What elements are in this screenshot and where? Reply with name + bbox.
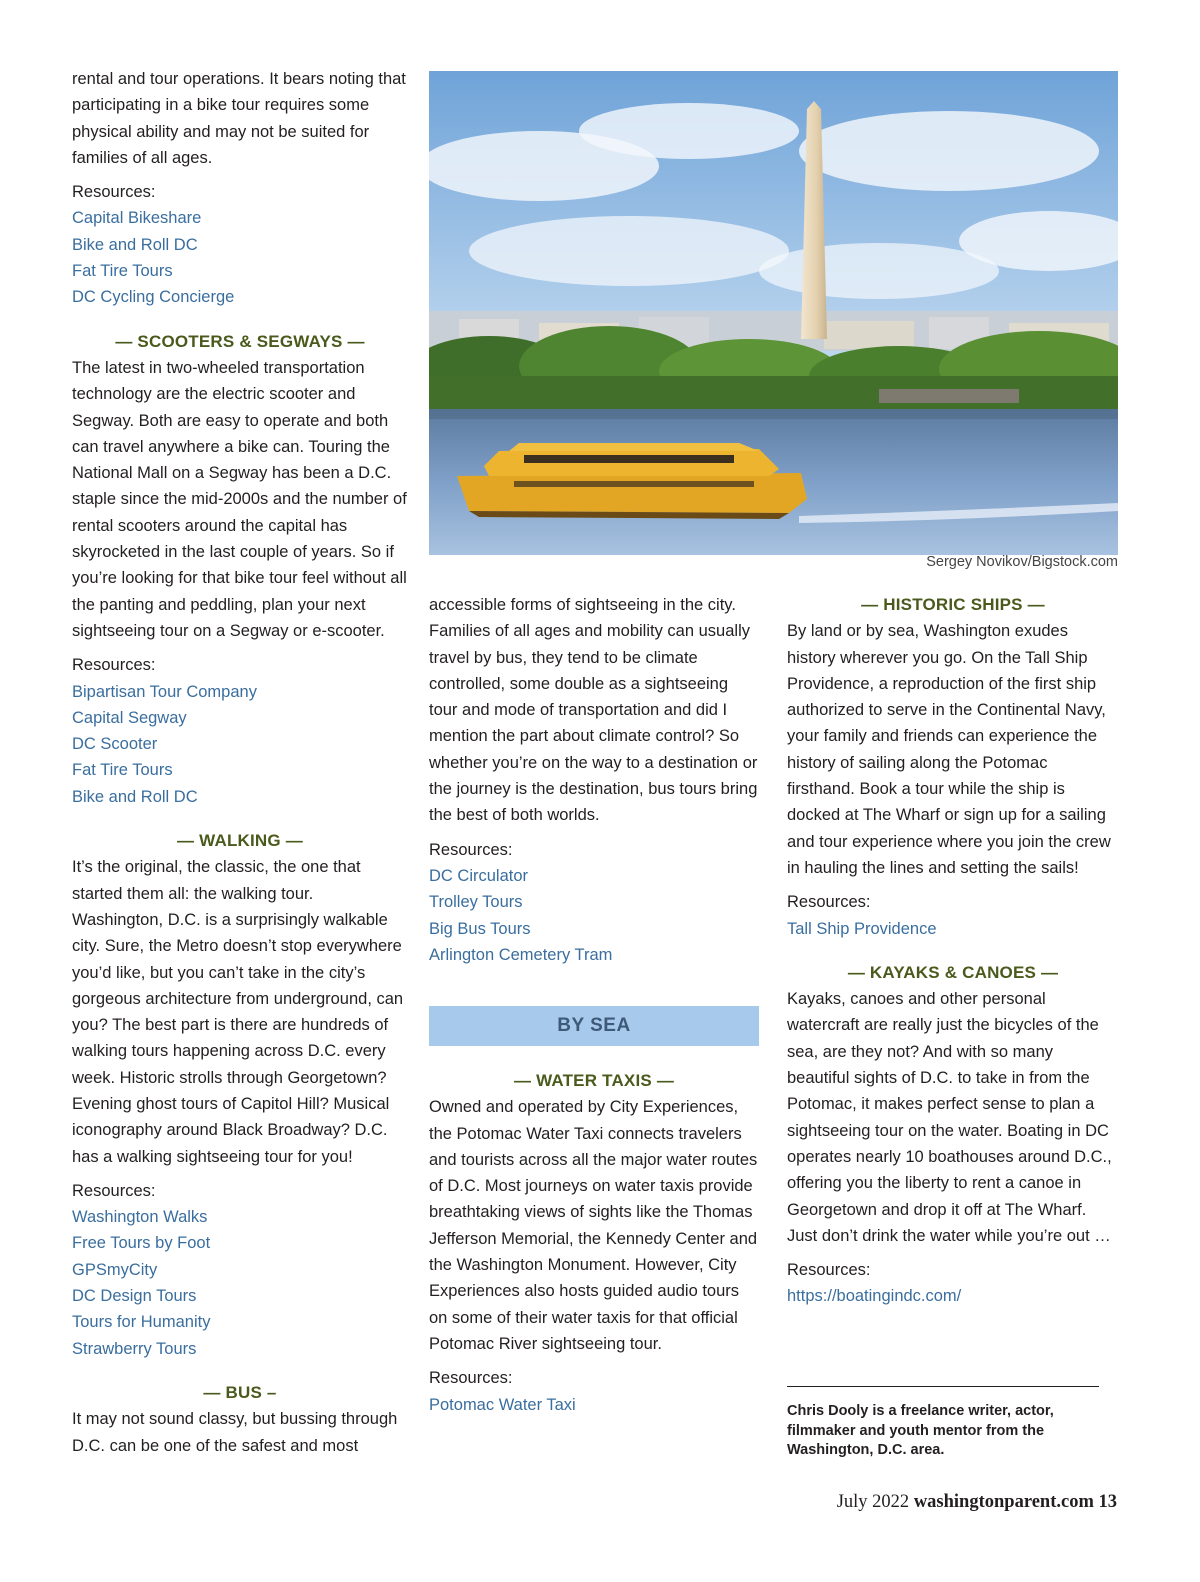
bike-intro-text: rental and tour operations. It bears noting that participating in a bike tour requires some physical ability and may not be suited for families of all ages. (72, 70, 406, 167)
resource-link-fat-tire-tours[interactable]: Fat Tire Tours (72, 761, 173, 780)
column-middle-lower (429, 1068, 759, 1418)
resource-link-capital-segway[interactable]: Capital Segway (72, 708, 187, 727)
resource-link-dc-scooter[interactable]: DC Scooter (72, 735, 158, 754)
column-middle (429, 592, 759, 968)
bus-resources-list (429, 863, 759, 968)
by-sea-banner: BY SEA (429, 1006, 759, 1046)
page-footer (837, 1492, 1117, 1513)
water-taxis-body-text: Owned and operated by City Experiences, the Potomac Water Taxi connects travelers and tourists across all the major water routes of D.C. Most journeys on water taxis provide breathtaking views of sights like the Thomas Jefferson Memorial, the Kennedy Center and the Washington Monument. However, City Experiences also hosts guided audio tours on some of their water taxis for that official Potomac River sightseeing tour. (429, 1098, 758, 1353)
resource-link-dc-circulator[interactable]: DC Circulator (429, 866, 529, 885)
washington-monument-water-taxi-photo (429, 71, 1118, 555)
bus-body-continued-text: accessible forms of sightseeing in the city. Families of all ages and mobility can usually travel by bus, they tend to be climate controlled, some double as a sightseeing tour and mode of transportation and did I mention the part about climate control? So whether you’re on the way to a destination or the journey is the destination, bus tours bring the best of both worlds. (429, 596, 758, 825)
resource-link-trolley-tours[interactable]: Trolley Tours (429, 893, 523, 912)
resources-label: Resources: (429, 1369, 513, 1388)
resource-link-fat-tire-tours[interactable]: Fat Tire Tours (72, 262, 173, 281)
bio-divider (787, 1386, 1099, 1387)
section-heading-walking: — WALKING — (177, 831, 303, 851)
section-heading-historic-ships: — HISTORIC SHIPS — (861, 595, 1045, 614)
bike-resources-list (72, 205, 408, 310)
section-heading-kayaks: — KAYAKS & CANOES — (847, 962, 1059, 982)
issue-date: July 2022 (836, 1492, 910, 1512)
resource-link-free-tours-by-foot[interactable]: Free Tours by Foot (72, 1234, 211, 1253)
resource-link-capital-bikeshare[interactable]: Capital Bikeshare (72, 209, 202, 228)
photo-credit: Sergey Novikov/Bigstock.com (926, 554, 1118, 570)
scooters-body-text: The latest in two-wheeled transportation technology are the electric scooter and Segway. Both are easy to operate and both can travel anywhere a bike can. Touring the National Mall on a Segway has been a D.C. staple since the mid-2000s and the number of rental scooters around the capital has skyrocketed in the last couple of years. So if you’re looking for that bike tour feel without all the panting and peddling, plan your next sightseeing tour on a Segway or e-scooter. (72, 358, 407, 640)
resources-label: Resources: (72, 656, 156, 675)
kayaks-body-text: Kayaks, canoes and other personal watercraft are really just the bicycles of the sea, are they not? And with so many beautiful sights of D.C. to take in from the Potomac, it makes perfect sense to plan a sightseeing tour on the water. Boating in DC operates nearly 10 boathouses around D.C., offering you the liberty to rent a canoe in Georgetown and drop it off at The Wharf. Just don’t drink the water while you’re out … (787, 990, 1112, 1245)
column-left (72, 66, 408, 1459)
resources-label: Resources: (429, 840, 513, 859)
walking-body-text: It’s the original, the classic, the one that started them all: the walking tour. Washington, D.C. is a surprisingly walkable city. Sure, the Metro doesn’t stop everywhere you’d like, but you can’t take in the city’s gorgeous architecture from underground, can you? The best part is there are hundreds of walking tours happening across D.C. every week. Historic strolls through Georgetown? Evening ghost tours of Capitol Hill? Musical iconography around Black Broadway? D.C. has a walking sightseeing tour for you! (72, 858, 404, 1166)
resources-label: Resources: (72, 183, 156, 202)
section-heading-bus: — BUS – (203, 1382, 277, 1402)
site-name: washingtonparent.com (913, 1492, 1094, 1512)
resources-label: Resources: (787, 893, 871, 912)
resources-label: Resources: (787, 1261, 871, 1280)
ships-body-text: By land or by sea, Washington exudes history wherever you go. On the Tall Ship Providence, a reproduction of the first ship authorized to serve in the Continental Navy, your family and friends can experience the history of sailing along the Potomac firsthand. Book a tour while the ship is docked at The Wharf or sign up for a sailing and tour experience where you join the crew in hauling the lines and setting the sails! (787, 622, 1111, 877)
resource-link-washington-walks[interactable]: Washington Walks (72, 1208, 208, 1227)
resource-link-arlington-cemetery-tram[interactable]: Arlington Cemetery Tram (429, 945, 613, 964)
resource-link-bike-and-roll[interactable]: Bike and Roll DC (72, 787, 198, 806)
section-heading-scooters: — SCOOTERS & SEGWAYS — (115, 331, 365, 351)
resource-link-boatingindc[interactable]: https://boatingindc.com/ (787, 1287, 962, 1306)
resource-link-tall-ship-providence[interactable]: Tall Ship Providence (787, 919, 937, 938)
resource-link-strawberry-tours[interactable]: Strawberry Tours (72, 1339, 197, 1358)
resource-link-dc-cycling-concierge[interactable]: DC Cycling Concierge (72, 288, 235, 307)
author-bio: Chris Dooly is a freelance writer, actor, filmmaker and youth mentor from the Washington, D.C. area. (787, 1403, 1054, 1458)
resource-link-bike-and-roll[interactable]: Bike and Roll DC (72, 235, 198, 254)
scooter-resources-list (72, 679, 408, 810)
resource-link-big-bus-tours[interactable]: Big Bus Tours (429, 919, 531, 938)
section-heading-water-taxis: — WATER TAXIS — (513, 1071, 675, 1090)
column-right (787, 592, 1119, 1310)
bus-body-text: It may not sound classy, but bussing through D.C. can be one of the safest and most (72, 1410, 398, 1455)
resource-link-bipartisan-tour[interactable]: Bipartisan Tour Company (72, 682, 257, 701)
resource-link-gpsmycity[interactable]: GPSmyCity (72, 1260, 158, 1279)
resource-link-dc-design-tours[interactable]: DC Design Tours (72, 1287, 197, 1306)
page-number: 13 (1098, 1492, 1117, 1512)
walking-resources-list (72, 1204, 408, 1362)
resources-label: Resources: (72, 1181, 156, 1200)
resource-link-tours-for-humanity[interactable]: Tours for Humanity (72, 1313, 211, 1332)
resource-link-potomac-water-taxi[interactable]: Potomac Water Taxi (429, 1395, 576, 1414)
